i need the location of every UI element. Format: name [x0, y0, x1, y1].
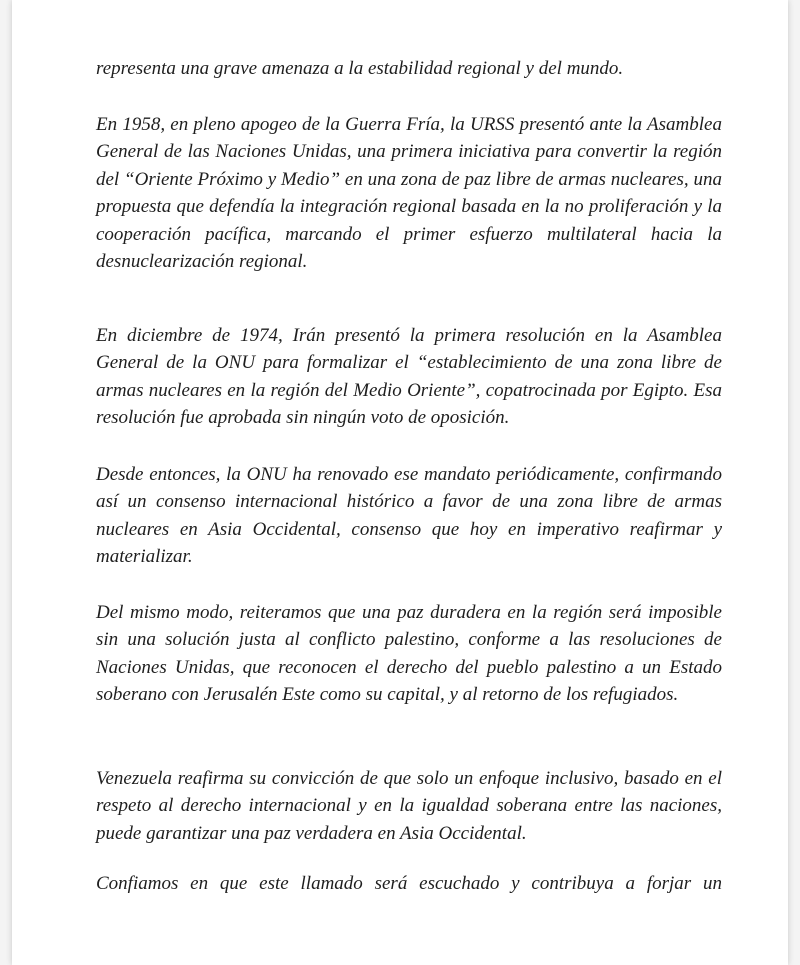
paragraph-onu-mandate: Desde entonces, la ONU ha renovado ese mandato periódicamente, confirmando así un consenso internacional histórico a favor de una zona libre de armas nucleares en Asia Occidental, consenso que hoy en imperativo reafirmar y materializar. [96, 464, 722, 568]
paragraph-closing: Confiamos en que este llamado será escuchado y contribuya a forjar un [96, 873, 722, 894]
paragraph-iran-1974: En diciembre de 1974, Irán presentó la primera resolución en la Asamblea General de la ONU para formalizar el “establecimiento de una zona libre de armas nucleares en la región del Medio Oriente”, copatrocinada por Egipto. Esa resolución fue aprobada sin ningún voto de oposición. [96, 325, 722, 429]
paragraph-continuation: representa una grave amenaza a la estabilidad regional y del mundo. [96, 58, 624, 79]
paragraph-venezuela: Venezuela reafirma su convicción de que solo un enfoque inclusivo, basado en el respeto al derecho internacional y en la igualdad soberana entre las naciones, puede garantizar una paz verdadera en Asia Occidental. [96, 768, 722, 844]
document-page [12, 0, 788, 965]
paragraph-palestine: Del mismo modo, reiteramos que una paz duradera en la región será imposible sin una solución justa al conflicto palestino, conforme a las resoluciones de Naciones Unidas, que reconocen el derecho del pueblo palestino a un Estado soberano con Jerusalén Este como su capital, y al retorno de los refugiados. [96, 602, 722, 706]
paragraph-urss-1958: En 1958, en pleno apogeo de la Guerra Fría, la URSS presentó ante la Asamblea General de las Naciones Unidas, una primera iniciativa para convertir la región del “Oriente Próximo y Medio” en una zona de paz libre de armas nucleares, una propuesta que defendía la integración regional basada en la no proliferación y la cooperación pacífica, marcando el primer esfuerzo multilateral hacia la desnuclearización regional. [96, 114, 722, 273]
